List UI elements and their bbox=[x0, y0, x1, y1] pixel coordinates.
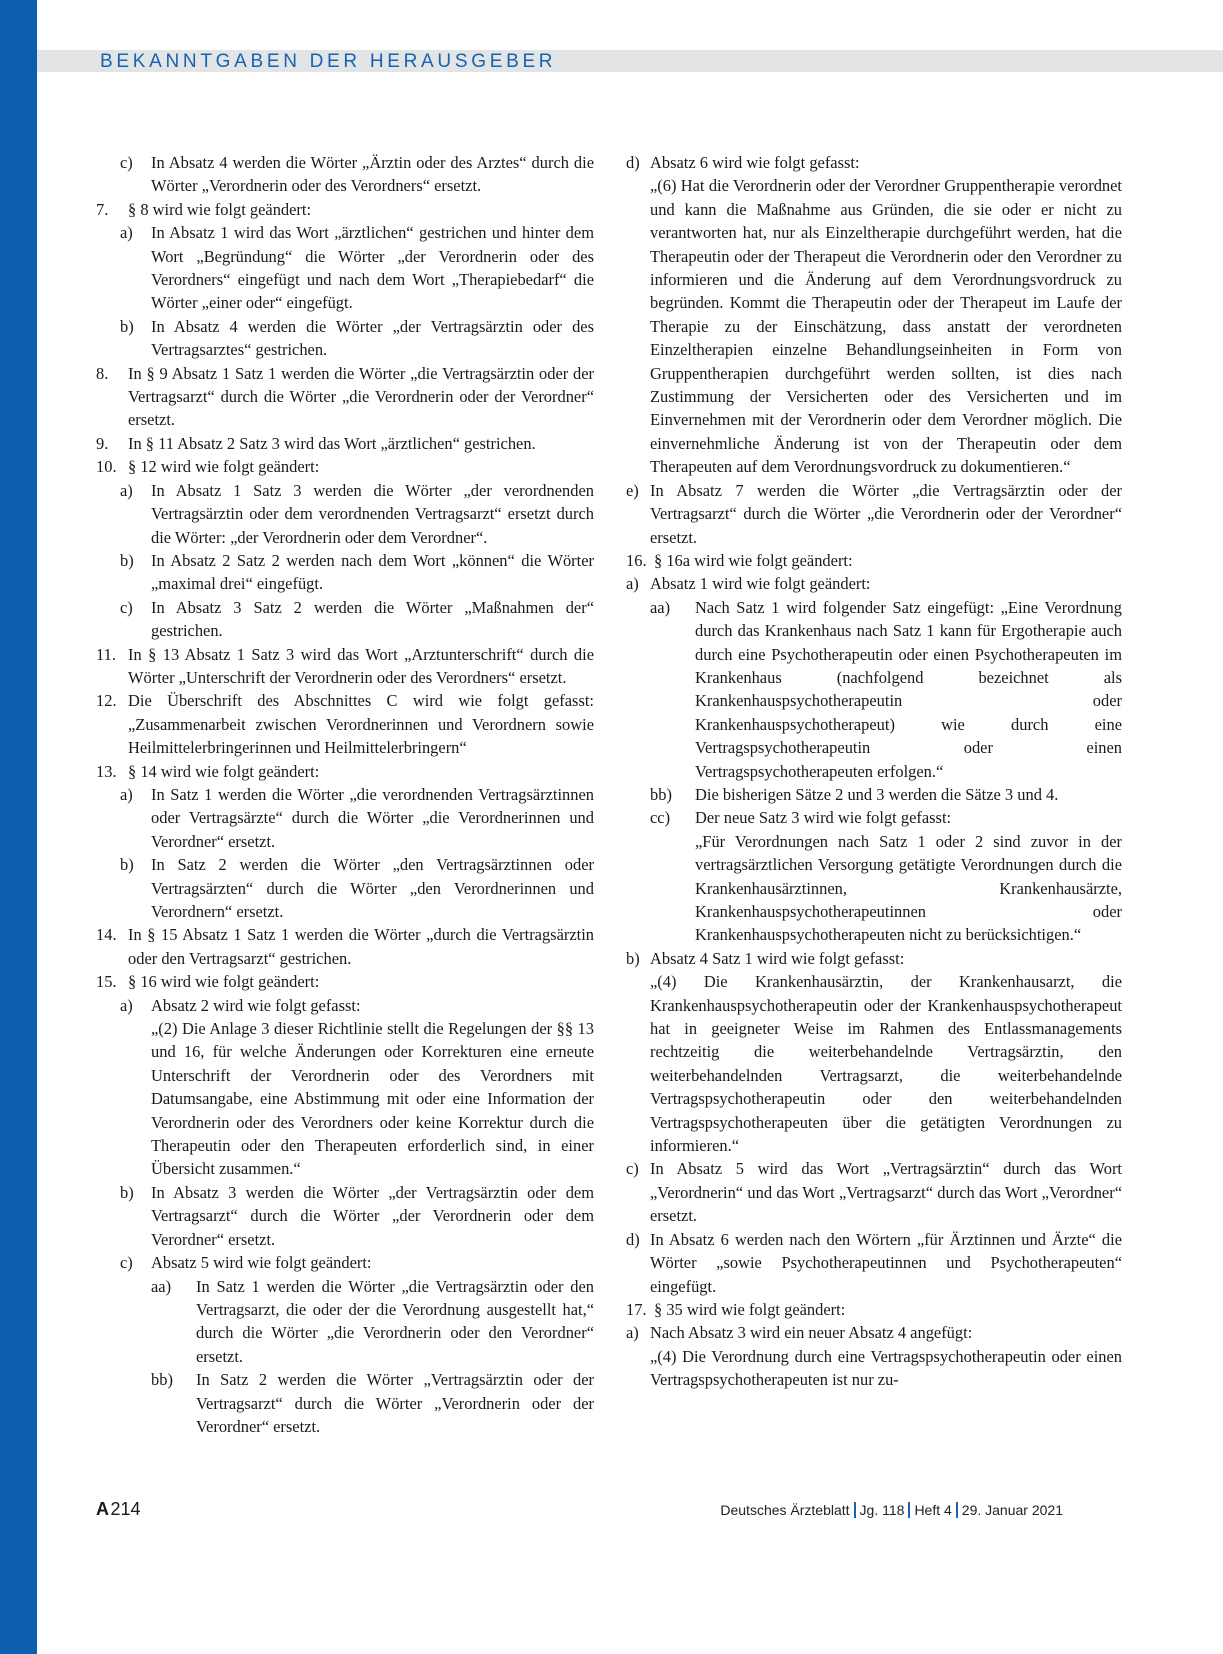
list-item bbox=[96, 643, 594, 690]
item-text: § 14 wird wie folgt geändert: bbox=[128, 761, 320, 781]
list-item bbox=[96, 315, 594, 362]
list-item bbox=[96, 970, 594, 993]
item-text: In Absatz 4 werden die Wörter „Ärztin oder des Arztes“ durch die Wörter „Verordnerin oder des Verordners“ ersetzt. bbox=[151, 153, 594, 196]
item-label: a) bbox=[626, 574, 639, 594]
item-text: Nach Satz 1 wird folgender Satz eingefügt: „Eine Verordnung durch das Krankenhaus nach Satz 1 kann für Ergotherapie auch durch eine Psychotherapeutin oder einen Psychotherapeuten im Krankenhaus (nachfolgend bezeichnet als Krankenhauspsychotherapeutin oder Krankenhauspsychotherapeut) wie durch eine Vertragspsychotherapeutin oder einen Vertragspsychotherapeuten erfolgen.“ bbox=[695, 597, 1122, 781]
list-item bbox=[626, 174, 1122, 478]
journal-footer bbox=[720, 1502, 1063, 1518]
item-text: Absatz 4 Satz 1 wird wie folgt gefasst: bbox=[650, 948, 905, 968]
item-label: b) bbox=[120, 550, 134, 570]
list-item bbox=[96, 362, 594, 432]
list-item bbox=[96, 549, 594, 596]
item-label: c) bbox=[626, 1159, 639, 1179]
item-label: a) bbox=[626, 1323, 639, 1343]
item-text: In Satz 2 werden die Wörter „den Vertragsärztinnen oder Vertragsärzten“ durch die Wörter „den Verordnerinnen und Verordnern“ ersetzt. bbox=[151, 855, 594, 921]
right-text-column bbox=[626, 151, 1122, 1392]
footer-separator bbox=[854, 1502, 856, 1518]
item-text: Absatz 5 wird wie folgt geändert: bbox=[151, 1253, 372, 1273]
list-item bbox=[626, 151, 1122, 174]
list-item bbox=[626, 1321, 1122, 1344]
item-text: In Absatz 3 werden die Wörter „der Vertragsärztin oder dem Vertragsarzt“ durch die Wörter „der Verordnerin oder dem Verordner“ ersetzt. bbox=[151, 1182, 594, 1249]
left-color-bar bbox=[0, 0, 37, 1654]
item-text: In Absatz 2 Satz 2 werden nach dem Wort „können“ die Wörter „maximal drei“ eingefügt. bbox=[151, 550, 594, 594]
item-label: 13. bbox=[96, 761, 117, 781]
item-text: § 16a wird wie folgt geändert: bbox=[654, 550, 853, 570]
item-label: cc) bbox=[650, 808, 671, 828]
list-item bbox=[96, 1181, 594, 1251]
journal-issue: Heft 4 bbox=[914, 1502, 952, 1518]
item-label: d) bbox=[626, 153, 640, 172]
item-text: In Absatz 1 wird das Wort „ärztlichen“ gestrichen und hinter dem Wort „Begründung“ die Wörter „der Verordnerin oder des Verordners“ eingefügt und nach dem Wort „Therapiebedarf“ die Wörter „einer oder“ eingefügt. bbox=[151, 223, 594, 313]
item-text: Die bisherigen Sätze 2 und 3 werden die Sätze 3 und 4. bbox=[695, 784, 1059, 804]
item-text: In Absatz 1 Satz 3 werden die Wörter „der verordnenden Vertragsärztin oder dem verordnenden Vertragsarzt“ ersetzt durch die Wörter: „der Verordnerin oder dem Verordner“. bbox=[151, 480, 594, 547]
list-item bbox=[96, 455, 594, 478]
list-item bbox=[96, 760, 594, 783]
item-label: c) bbox=[120, 1253, 133, 1273]
item-text: „(6) Hat die Verordnerin oder der Verordner Gruppentherapie verordnet und kann die Maßnahme aus Gründen, die sie oder er nicht zu verantworten hat, nur als Einzeltherapie durchgeführt werden, hat die Therapeutin oder der Therapeut die Verordnerin oder den Verordner zu informieren und die Änderung auf dem Verordnungsvordruck zu begründen. Kommt die Therapeutin oder der Therapeut im Laufe der Therapie zu der Einschätzung, dass anstatt der verordneten Einzeltherapien einzelne Behandlungseinheiten in Form von Gruppentherapien durchgeführt werden sollten, ist dies nach Zustimmung der Versicherten oder des Versicherten und im Einvernehmen mit der Verordnerin oder dem Verordner möglich. Die einvernehmliche Änderung ist von der Therapeutin oder dem Therapeuten auf dem Verordnungsvordruck zu dokumentieren.“ bbox=[650, 176, 1122, 477]
left-text-column bbox=[96, 151, 594, 1438]
item-label: 14. bbox=[96, 925, 117, 945]
list-item bbox=[96, 221, 594, 315]
item-text: Der neue Satz 3 wird wie folgt gefasst: bbox=[695, 808, 952, 828]
item-label: c) bbox=[120, 153, 133, 172]
item-label: 7. bbox=[96, 199, 109, 219]
item-text: In Absatz 7 werden die Wörter „die Vertragsärztin oder der Vertragsarzt“ durch die Wörter „die Verordnerin oder der Verordner“ ersetzt. bbox=[650, 480, 1122, 547]
item-label: aa) bbox=[650, 597, 671, 617]
item-text: „Für Verordnungen nach Satz 1 oder 2 sind zuvor in der vertragsärztlichen Versorgung getätigte Verordnungen durch die Krankenhausärztinnen, Krankenhausärzte, Krankenhauspsychotherapeutinnen oder Krankenhauspsychotherapeuten nicht zu berücksichtigen.“ bbox=[695, 831, 1122, 945]
item-label: bb) bbox=[151, 1370, 173, 1390]
list-item bbox=[96, 923, 594, 970]
list-item bbox=[626, 596, 1122, 783]
item-label: aa) bbox=[151, 1276, 172, 1296]
item-text: In Satz 2 werden die Wörter „Vertragsärztin oder der Vertragsarzt“ durch die Wörter „Verordnerin oder der Verordner“ ersetzt. bbox=[196, 1370, 594, 1436]
item-text: In § 11 Absatz 2 Satz 3 wird das Wort „ärztlichen“ gestrichen. bbox=[128, 433, 536, 453]
footer-separator bbox=[956, 1502, 958, 1518]
footer-separator bbox=[908, 1502, 910, 1518]
item-text: Die Überschrift des Abschnittes C wird wie folgt gefasst: „Zusammenarbeit zwischen Verordnerinnen und Verordnern sowie Heilmittelerbringerinnen und Heilmittelerbringern“ bbox=[128, 691, 594, 758]
list-item bbox=[626, 947, 1122, 970]
list-item bbox=[626, 970, 1122, 1157]
journal-name: Deutsches Ärzteblatt bbox=[720, 1502, 850, 1518]
item-text: In Absatz 6 werden nach den Wörtern „für Ärztinnen und Ärzte“ die Wörter „sowie Psychotherapeutinnen und Psychotherapeuten“ eingefügt. bbox=[650, 1229, 1122, 1296]
list-item bbox=[96, 689, 594, 759]
list-item bbox=[626, 1345, 1122, 1392]
item-label: 8. bbox=[96, 363, 109, 383]
item-text: In Absatz 4 werden die Wörter „der Vertragsärztin oder des Vertragsarztes“ gestrichen. bbox=[151, 316, 594, 360]
item-text: § 35 wird wie folgt geändert: bbox=[654, 1299, 846, 1319]
list-item bbox=[96, 1275, 594, 1369]
item-text: Absatz 6 wird wie folgt gefasst: bbox=[650, 153, 860, 172]
list-item bbox=[626, 806, 1122, 829]
item-label: b) bbox=[120, 316, 134, 336]
item-label: b) bbox=[120, 855, 134, 875]
list-item bbox=[626, 1157, 1122, 1227]
journal-date: 29. Januar 2021 bbox=[961, 1502, 1063, 1518]
item-text: § 8 wird wie folgt geändert: bbox=[128, 199, 312, 219]
item-text: In § 9 Absatz 1 Satz 1 werden die Wörter „die Vertragsärztin oder der Vertragsarzt“ durch die Wörter „die Verordnerin oder der Verordner“ ersetzt. bbox=[128, 363, 594, 430]
item-label: bb) bbox=[650, 784, 672, 804]
item-text: In Satz 1 werden die Wörter „die verordnenden Vertragsärztinnen oder Vertragsärzte“ durch die Wörter „die Verordnerinnen und Verordner“ ersetzt. bbox=[151, 784, 594, 851]
item-label: b) bbox=[120, 1182, 134, 1202]
item-text: In § 13 Absatz 1 Satz 3 wird das Wort „Arztunterschrift“ durch die Wörter „Unterschrift der Verordnerin oder des Verordners“ ersetzt. bbox=[128, 644, 594, 687]
list-item bbox=[96, 432, 594, 455]
list-item bbox=[96, 994, 594, 1017]
list-item bbox=[96, 596, 594, 643]
item-text: § 16 wird wie folgt geändert: bbox=[128, 972, 320, 992]
item-label: c) bbox=[120, 597, 133, 617]
item-text: In Satz 1 werden die Wörter „die Vertragsärztin oder den Vertragsarzt, die oder der die Verordnung ausgestellt hat,“ durch die Wörter „die Verordnerin oder den Verordner“ ersetzt. bbox=[196, 1276, 594, 1366]
list-item bbox=[96, 853, 594, 923]
list-item bbox=[96, 198, 594, 221]
page-number bbox=[96, 1499, 141, 1520]
item-label: e) bbox=[626, 480, 639, 500]
item-text: § 12 wird wie folgt geändert: bbox=[128, 457, 320, 477]
item-label: 9. bbox=[96, 433, 109, 453]
item-text: Absatz 1 wird wie folgt geändert: bbox=[650, 574, 871, 594]
item-label: b) bbox=[626, 948, 640, 968]
page-letter: A bbox=[96, 1499, 109, 1519]
item-text: „(4) Die Krankenhausärztin, der Krankenhausarzt, die Krankenhauspsychotherapeutin oder der Krankenhauspsychotherapeut hat in geeigneter Weise im Rahmen des Entlassmanagements rechtzeitig die weiterbehandelnde Vertragsärztin, den weiterbehandelnden Vertragsarzt, die weiterbehandelnde Vertragspsychotherapeutin oder den weiterbehandelnden Vertragspsychotherapeuten über die getätigten Verordnungen zu informieren.“ bbox=[650, 972, 1122, 1156]
item-text: In Absatz 3 Satz 2 werden die Wörter „Maßnahmen der“ gestrichen. bbox=[151, 597, 594, 641]
list-item bbox=[96, 1017, 594, 1181]
list-item bbox=[96, 1251, 594, 1274]
item-text: „(4) Die Verordnung durch eine Vertragspsychotherapeutin oder einen Vertragspsychotherapeuten ist nur zu- bbox=[650, 1346, 1122, 1390]
item-label: 12. bbox=[96, 691, 117, 711]
list-item bbox=[626, 549, 1122, 572]
item-label: a) bbox=[120, 223, 133, 243]
item-text: In Absatz 5 wird das Wort „Vertragsärztin“ durch das Wort „Verordnerin“ und das Wort „Vertragsarzt“ durch das Wort „Verordner“ ersetzt. bbox=[650, 1159, 1122, 1226]
list-item bbox=[626, 1228, 1122, 1298]
item-label: 15. bbox=[96, 972, 117, 992]
item-label: 17. bbox=[626, 1299, 647, 1319]
item-label: 16. bbox=[626, 550, 647, 570]
item-label: a) bbox=[120, 480, 133, 500]
item-text: In § 15 Absatz 1 Satz 1 werden die Wörter „durch die Vertragsärztin oder den Vertragsarzt“ gestrichen. bbox=[128, 925, 594, 968]
item-text: „(2) Die Anlage 3 dieser Richtlinie stellt die Regelungen der §§ 13 und 16, für welche Änderungen oder Korrekturen eine erneute Unterschrift der Verordnerin oder des Verordners mit Datumsangabe, eine Abstimmung mit oder eine Information der Verordnerin oder des Verordners oder keine Korrektur durch die Therapeutin oder den Therapeuten erforderlich sind, in einer Übersicht zusammen.“ bbox=[151, 1019, 594, 1179]
list-item bbox=[626, 572, 1122, 595]
item-label: 10. bbox=[96, 457, 117, 477]
journal-volume: Jg. 118 bbox=[859, 1502, 905, 1518]
section-header: BEKANNTGABEN DER HERAUSGEBER bbox=[100, 51, 557, 72]
list-item bbox=[96, 479, 594, 549]
item-label: a) bbox=[120, 995, 133, 1015]
list-item bbox=[96, 151, 594, 198]
list-item bbox=[626, 479, 1122, 549]
list-item bbox=[626, 783, 1122, 806]
item-label: a) bbox=[120, 784, 133, 804]
list-item bbox=[96, 783, 594, 853]
list-item bbox=[96, 1368, 594, 1438]
list-item bbox=[626, 1298, 1122, 1321]
item-label: d) bbox=[626, 1229, 640, 1249]
item-text: Nach Absatz 3 wird ein neuer Absatz 4 angefügt: bbox=[650, 1323, 973, 1343]
item-label: 11. bbox=[96, 644, 116, 664]
item-text: Absatz 2 wird wie folgt gefasst: bbox=[151, 995, 361, 1015]
page-number-value: 214 bbox=[110, 1499, 141, 1519]
list-item bbox=[626, 830, 1122, 947]
